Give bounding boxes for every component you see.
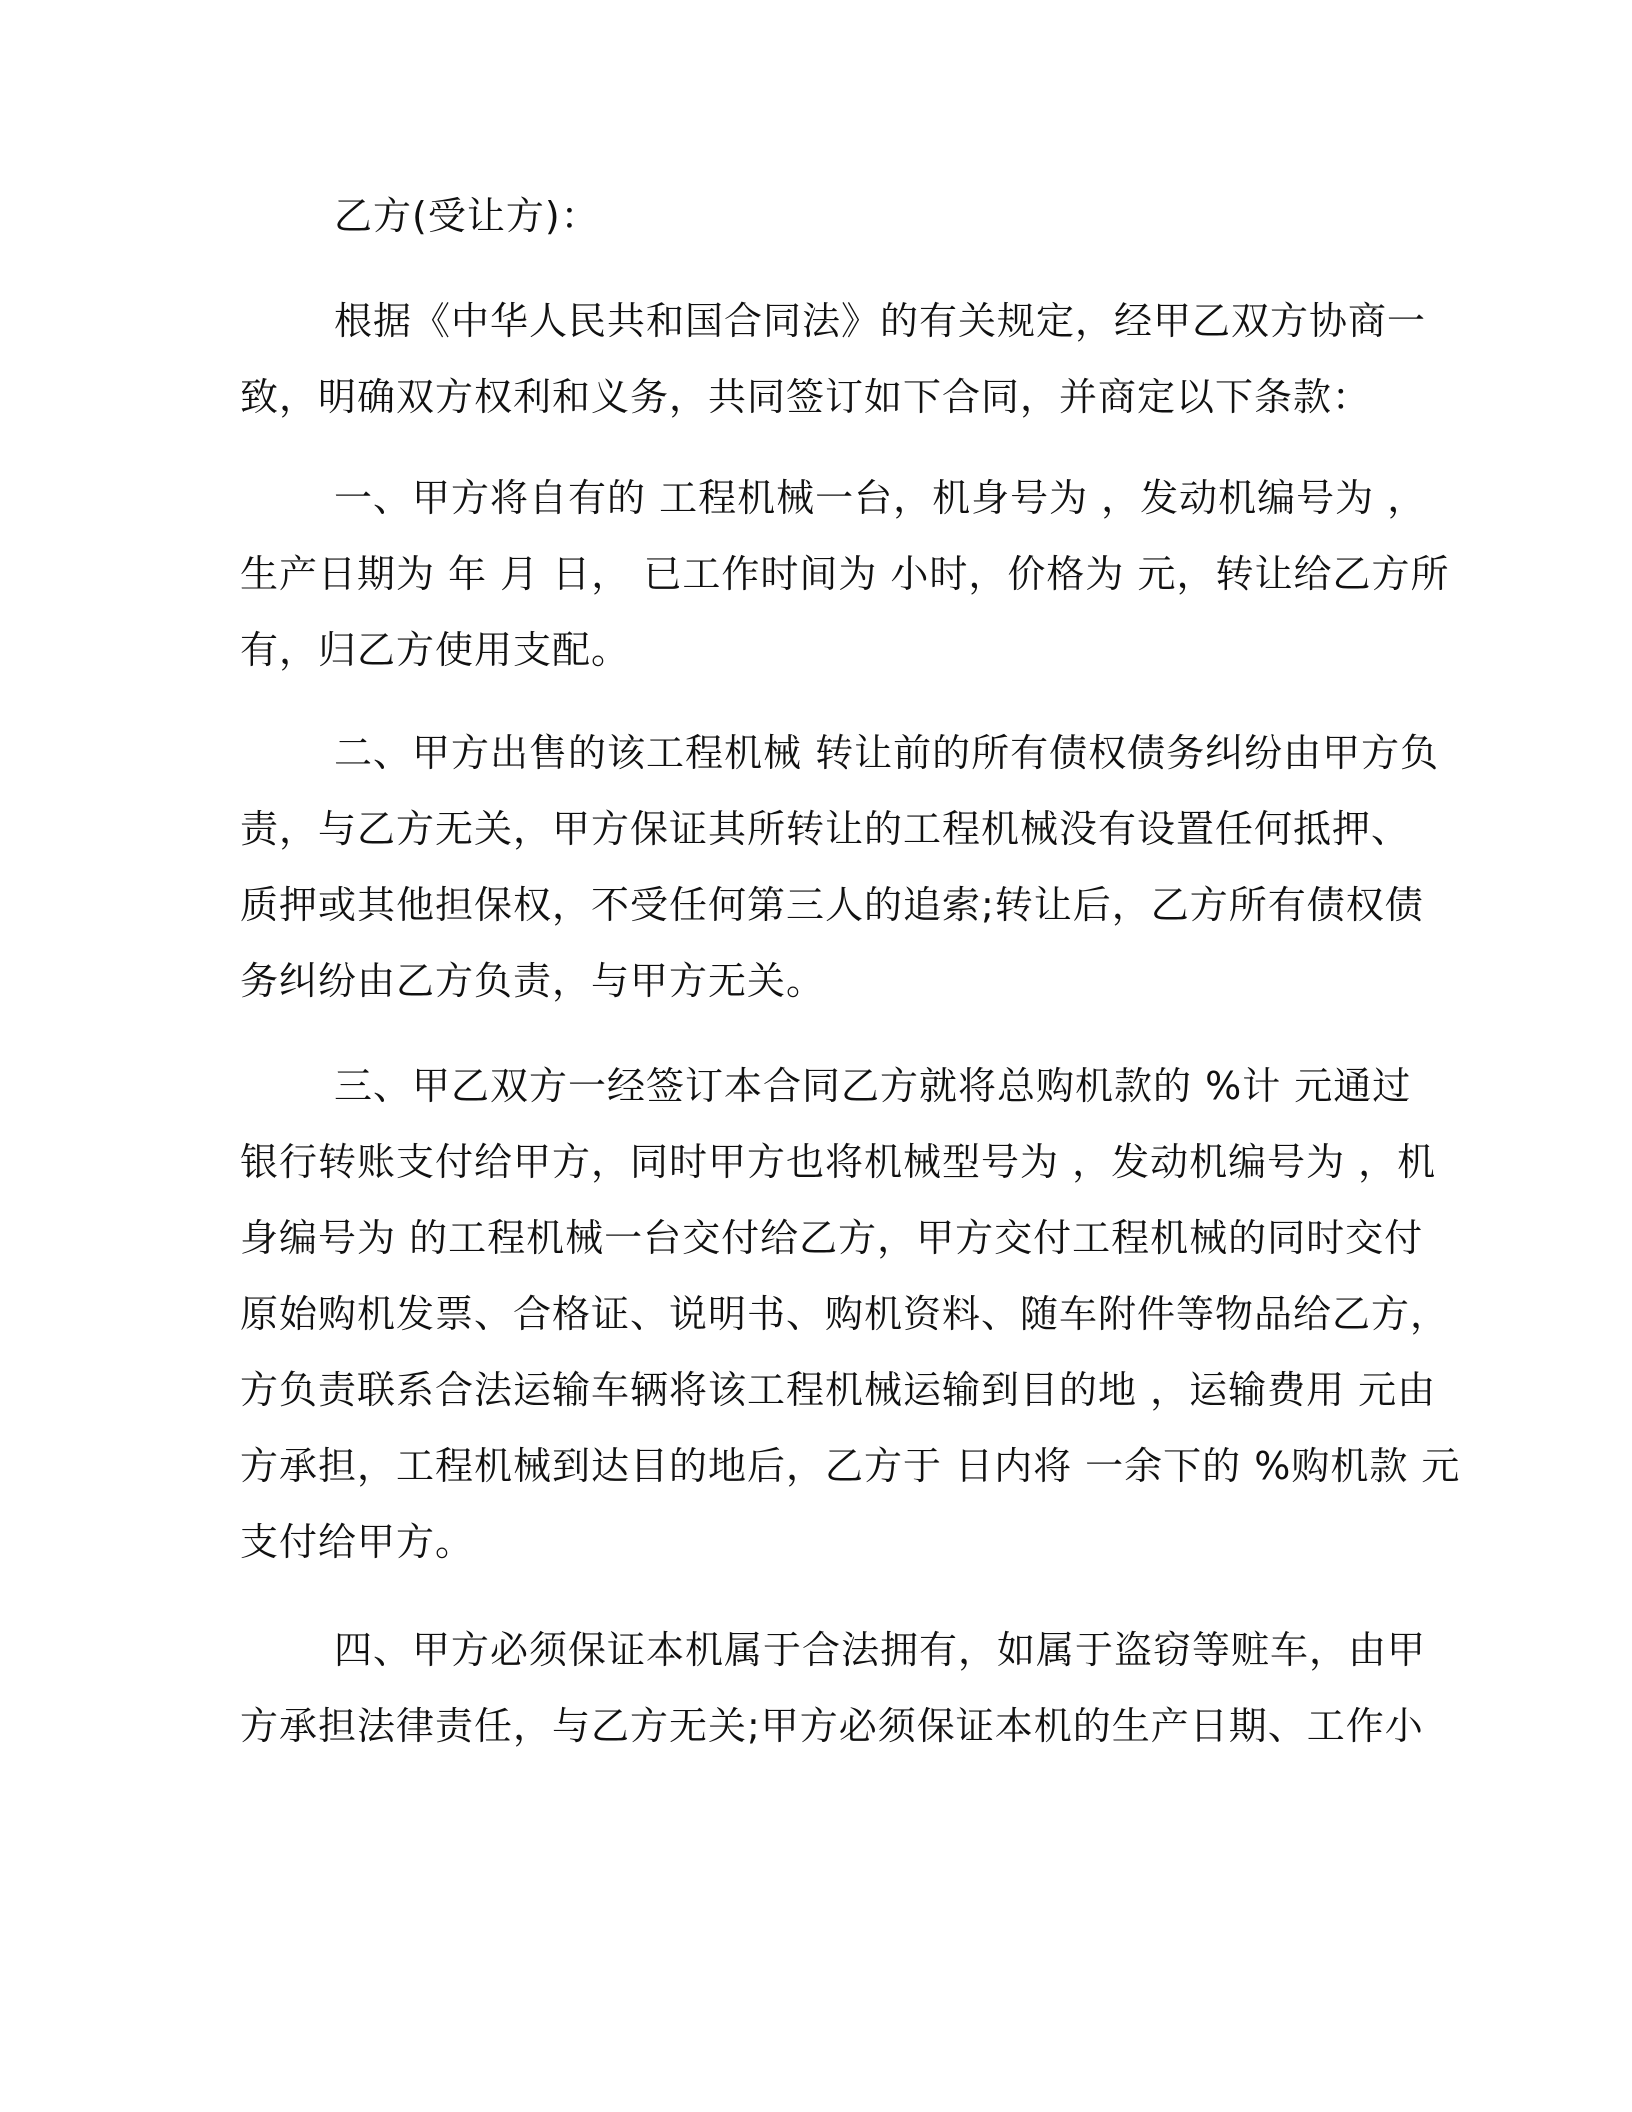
clause-1-line-2: 生产日期为 年 月 日， 已工作时间为 小时，价格为 元，转让给乙方所 — [240, 552, 1450, 596]
clause-3-line-2: 银行转账支付给甲方，同时甲方也将机械型号为 ，发动机编号为 ，机 — [240, 1140, 1437, 1184]
clause-2-line-4: 务纠纷由乙方负责，与甲方无关。 — [240, 959, 826, 1003]
clause-1-line-3: 有，归乙方使用支配。 — [240, 628, 631, 672]
intro-line-1: 根据《中华人民共和国合同法》的有关规定，经甲乙双方协商一 — [334, 299, 1427, 343]
clause-1-line-1: 一、甲方将自有的 工程机械一台，机身号为 ，发动机编号为 ， — [334, 476, 1427, 520]
clause-3-line-6: 方承担，工程机械到达目的地后，乙方于 日内将 一余下的 %购机款 元 — [240, 1444, 1461, 1488]
clause-3-line-1: 三、甲乙双方一经签订本合同乙方就将总购机款的 %计 元通过 — [334, 1064, 1412, 1108]
clause-1-paragraph — [240, 460, 1450, 688]
clause-3-line-7: 支付给甲方。 — [240, 1520, 475, 1564]
party-b-label-block — [240, 178, 1380, 254]
clause-4-line-2: 方承担法律责任，与乙方无关;甲方必须保证本机的生产日期、工作小 — [240, 1704, 1424, 1748]
clause-4-paragraph — [240, 1612, 1427, 1764]
intro-line-2: 致，明确双方权利和义务，共同签订如下合同，并商定以下条款： — [240, 375, 1372, 419]
clause-2-line-1: 二、甲方出售的该工程机械 转让前的所有债权债务纠纷由甲方负 — [334, 731, 1440, 775]
clause-2-line-2: 责，与乙方无关，甲方保证其所转让的工程机械没有设置任何抵押、 — [240, 807, 1411, 851]
intro-paragraph — [240, 283, 1427, 435]
clause-3-paragraph — [240, 1048, 1461, 1580]
clause-2-line-3: 质押或其他担保权，不受任何第三人的追索;转让后，乙方所有债权债 — [240, 883, 1424, 927]
clause-4-line-1: 四、甲方必须保证本机属于合法拥有，如属于盗窃等赃车，由甲 — [334, 1628, 1427, 1672]
clause-3-line-4: 原始购机发票、合格证、说明书、购机资料、随车附件等物品给乙方， — [240, 1292, 1450, 1336]
party-b-label: 乙方(受让方)： — [334, 194, 600, 238]
clause-2-paragraph — [240, 715, 1440, 1019]
clause-3-line-3: 身编号为 的工程机械一台交付给乙方，甲方交付工程机械的同时交付 — [240, 1216, 1424, 1260]
clause-3-line-5: 方负责联系合法运输车辆将该工程机械运输到目的地 ，运输费用 元由 — [240, 1368, 1437, 1412]
